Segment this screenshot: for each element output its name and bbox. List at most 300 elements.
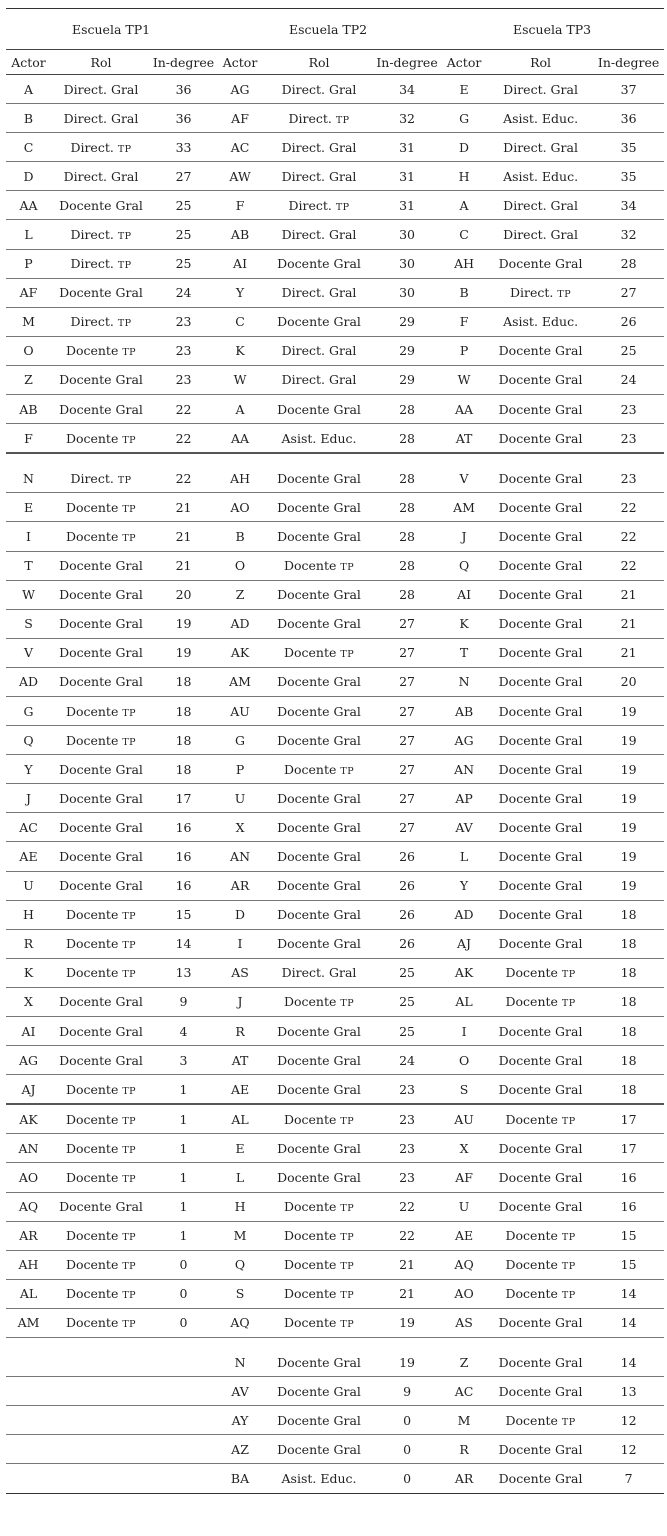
role-text: Docente Gral — [498, 1170, 583, 1186]
col-header-actor: Actor — [6, 50, 51, 75]
role-text: Docente — [65, 528, 123, 544]
role-text: Docente — [65, 1081, 123, 1097]
col-header-in-degree: In-degree — [374, 50, 440, 75]
in-degree-cell: 34 — [374, 75, 440, 104]
column-header-row — [6, 50, 664, 75]
actor-cell: R — [6, 929, 51, 958]
role-cell — [264, 1221, 374, 1250]
role-cell — [264, 551, 374, 580]
actor-cell: AF — [216, 104, 264, 133]
actor-cell: G — [216, 726, 264, 755]
actor-cell: H — [216, 1192, 264, 1221]
table-row — [6, 958, 664, 987]
role-cell — [264, 755, 374, 784]
role-text: Docente Gral — [498, 1052, 583, 1068]
role-text: Direct. Gral — [503, 139, 578, 155]
actor-cell: V — [6, 638, 51, 667]
in-degree-cell: 22 — [593, 493, 664, 522]
actor-cell: AK — [6, 1104, 51, 1134]
in-degree-cell: 19 — [593, 784, 664, 813]
in-degree-cell: 19 — [593, 813, 664, 842]
actor-cell — [6, 1464, 51, 1493]
role-text: Docente Gral — [498, 1470, 583, 1486]
role-cell — [264, 1017, 374, 1046]
table-row — [6, 1338, 664, 1377]
role-cell — [51, 493, 151, 522]
role-tp-suffix: TP — [117, 260, 132, 272]
actor-cell — [6, 1406, 51, 1435]
actor-cell: AB — [6, 395, 51, 424]
actor-cell: M — [216, 1221, 264, 1250]
in-degree-cell: 28 — [374, 424, 440, 454]
role-cell — [488, 900, 593, 929]
actor-cell: K — [6, 958, 51, 987]
in-degree-cell: 19 — [151, 609, 216, 638]
in-degree-cell: 22 — [374, 1192, 440, 1221]
actor-cell: AN — [216, 842, 264, 871]
role-text: Asist. Educ. — [281, 1470, 357, 1486]
in-degree-cell: 15 — [593, 1221, 664, 1250]
actor-cell: AQ — [440, 1250, 488, 1279]
in-degree-cell: 0 — [151, 1308, 216, 1337]
actor-cell: W — [216, 365, 264, 394]
in-degree-cell: 17 — [593, 1134, 664, 1163]
table-row — [6, 551, 664, 580]
in-degree-cell — [151, 1406, 216, 1435]
role-text: Direct. Gral — [63, 110, 139, 126]
actor-cell: B — [216, 522, 264, 551]
in-degree-cell: 14 — [593, 1338, 664, 1377]
in-degree-cell: 9 — [374, 1377, 440, 1406]
role-cell — [51, 278, 151, 307]
role-text: Docente — [283, 645, 341, 661]
role-text: Docente — [65, 499, 123, 515]
role-cell — [51, 395, 151, 424]
role-text: Docente Gral — [59, 1052, 143, 1068]
role-cell — [264, 1104, 374, 1134]
role-text: Docente — [283, 1199, 341, 1215]
role-cell — [488, 784, 593, 813]
school-header-tp3: Escuela TP3 — [440, 9, 664, 50]
table-row — [6, 365, 664, 394]
actor-cell: AL — [440, 987, 488, 1016]
role-cell — [51, 1192, 151, 1221]
table-row — [6, 871, 664, 900]
col-header-rol: Rol — [488, 50, 593, 75]
role-text: Docente Gral — [498, 790, 583, 806]
role-cell — [51, 551, 151, 580]
in-degree-cell: 26 — [593, 307, 664, 336]
in-degree-cell: 19 — [593, 871, 664, 900]
actor-cell: AO — [6, 1163, 51, 1192]
role-cell — [264, 958, 374, 987]
actor-cell: AD — [216, 609, 264, 638]
table-row — [6, 609, 664, 638]
in-degree-cell: 27 — [374, 813, 440, 842]
table-row — [6, 900, 664, 929]
role-cell — [264, 522, 374, 551]
role-text: Docente Gral — [277, 1140, 361, 1156]
actor-cell: A — [216, 395, 264, 424]
in-degree-cell: 28 — [374, 551, 440, 580]
role-cell — [488, 104, 593, 133]
actor-cell: AD — [440, 900, 488, 929]
in-degree-cell: 27 — [151, 162, 216, 191]
role-cell — [488, 1338, 593, 1377]
in-degree-cell: 1 — [151, 1163, 216, 1192]
role-text: Docente — [65, 703, 123, 719]
in-degree-cell: 19 — [374, 1308, 440, 1337]
role-text: Direct. Gral — [281, 372, 357, 388]
in-degree-cell: 18 — [593, 900, 664, 929]
in-degree-cell: 12 — [593, 1406, 664, 1435]
role-text: Docente Gral — [277, 1170, 361, 1186]
in-degree-cell: 27 — [374, 667, 440, 696]
role-text: Asist. Educ. — [503, 314, 579, 330]
actor-cell: X — [216, 813, 264, 842]
actor-cell: Y — [440, 871, 488, 900]
role-text: Asist. Educ. — [503, 168, 579, 184]
table-row — [6, 162, 664, 191]
in-degree-cell — [151, 1435, 216, 1464]
in-degree-cell: 26 — [374, 842, 440, 871]
role-cell — [51, 871, 151, 900]
table-row — [6, 1221, 664, 1250]
actor-cell: H — [440, 162, 488, 191]
actor-cell: C — [440, 220, 488, 249]
in-degree-cell: 24 — [151, 278, 216, 307]
role-text: Docente Gral — [498, 430, 583, 446]
role-cell — [488, 813, 593, 842]
role-text: Docente — [505, 1111, 562, 1127]
actor-cell: AC — [440, 1377, 488, 1406]
role-text: Docente Gral — [277, 936, 361, 952]
in-degree-cell: 19 — [151, 638, 216, 667]
in-degree-cell: 3 — [151, 1046, 216, 1075]
in-degree-cell: 31 — [374, 162, 440, 191]
role-cell — [264, 75, 374, 104]
actor-cell: AF — [440, 1163, 488, 1192]
role-cell — [51, 453, 151, 493]
actor-cell: AH — [216, 453, 264, 493]
role-text: Docente Gral — [277, 1081, 361, 1097]
role-text: Docente Gral — [498, 587, 583, 603]
role-text: Docente Gral — [498, 936, 583, 952]
role-cell — [488, 696, 593, 725]
role-tp-suffix: TP — [340, 1319, 355, 1331]
in-degree-cell: 1 — [151, 1104, 216, 1134]
role-text: Direct. Gral — [281, 139, 357, 155]
actor-cell: Q — [440, 551, 488, 580]
role-cell — [488, 522, 593, 551]
actor-cell: L — [6, 220, 51, 249]
role-tp-suffix: TP — [557, 289, 572, 301]
actor-cell: A — [6, 75, 51, 104]
role-cell — [51, 696, 151, 725]
in-degree-cell: 28 — [374, 580, 440, 609]
actor-cell: A — [440, 191, 488, 220]
actor-cell: K — [216, 336, 264, 365]
role-cell — [264, 453, 374, 493]
role-text: Docente Gral — [59, 197, 143, 213]
role-text: Docente — [65, 732, 123, 748]
role-text: Docente Gral — [498, 401, 583, 417]
role-text: Direct. Gral — [503, 197, 578, 213]
in-degree-cell: 20 — [593, 667, 664, 696]
in-degree-cell: 25 — [374, 1017, 440, 1046]
actor-cell: AQ — [216, 1308, 264, 1337]
role-cell — [51, 365, 151, 394]
actor-cell: AA — [440, 395, 488, 424]
role-text: Docente Gral — [277, 616, 361, 632]
actor-cell: D — [440, 133, 488, 162]
role-text: Docente Gral — [59, 285, 143, 301]
role-cell — [488, 395, 593, 424]
role-text: Docente Gral — [277, 674, 361, 690]
in-degree-cell: 29 — [374, 307, 440, 336]
actor-cell: F — [440, 307, 488, 336]
role-text: Docente Gral — [59, 1023, 143, 1039]
role-text: Docente — [505, 1286, 562, 1302]
role-text: Docente Gral — [277, 401, 361, 417]
role-text: Docente Gral — [277, 732, 361, 748]
role-cell — [264, 104, 374, 133]
role-text: Direct. Gral — [63, 81, 139, 97]
role-text: Direct. Gral — [63, 168, 139, 184]
actor-cell: B — [6, 104, 51, 133]
in-degree-cell — [151, 1377, 216, 1406]
role-cell — [264, 929, 374, 958]
actor-cell: AE — [216, 1075, 264, 1105]
role-cell — [488, 551, 593, 580]
role-tp-suffix: TP — [561, 1115, 576, 1127]
actor-cell: AU — [216, 696, 264, 725]
actor-cell: T — [6, 551, 51, 580]
role-text: Docente Gral — [59, 790, 143, 806]
actor-cell: AL — [216, 1104, 264, 1134]
role-tp-suffix: TP — [340, 1232, 355, 1244]
in-degree-table — [6, 8, 664, 1494]
role-text: Docente — [65, 1228, 123, 1244]
in-degree-cell: 22 — [151, 424, 216, 454]
actor-cell: X — [6, 987, 51, 1016]
role-cell — [51, 1163, 151, 1192]
actor-cell: J — [6, 784, 51, 813]
role-cell — [51, 638, 151, 667]
school-header-row — [6, 9, 664, 50]
in-degree-cell: 26 — [374, 929, 440, 958]
actor-cell: P — [6, 249, 51, 278]
actor-cell: I — [440, 1017, 488, 1046]
in-degree-cell: 27 — [374, 755, 440, 784]
table-row — [6, 1046, 664, 1075]
role-cell — [51, 1338, 151, 1377]
table-row — [6, 1250, 664, 1279]
role-text: Docente Gral — [498, 1315, 583, 1331]
role-text: Direct. — [70, 470, 118, 486]
actor-cell: E — [216, 1134, 264, 1163]
table-row — [6, 220, 664, 249]
actor-cell: AS — [440, 1308, 488, 1337]
role-text: Docente Gral — [498, 703, 583, 719]
table-row — [6, 1279, 664, 1308]
role-text: Docente Gral — [498, 645, 583, 661]
role-cell — [264, 336, 374, 365]
table-row — [6, 493, 664, 522]
in-degree-cell: 32 — [374, 104, 440, 133]
in-degree-cell — [151, 1338, 216, 1377]
in-degree-cell: 27 — [374, 638, 440, 667]
role-cell — [264, 1250, 374, 1279]
role-tp-suffix: TP — [117, 318, 132, 330]
actor-cell: X — [440, 1134, 488, 1163]
role-text: Docente — [65, 1140, 123, 1156]
role-cell — [488, 365, 593, 394]
role-tp-suffix: TP — [340, 765, 355, 777]
actor-cell: AR — [6, 1221, 51, 1250]
table-row — [6, 1017, 664, 1046]
role-tp-suffix: TP — [122, 969, 137, 981]
col-header-rol: Rol — [264, 50, 374, 75]
table-row — [6, 929, 664, 958]
actor-cell: Q — [216, 1250, 264, 1279]
in-degree-cell: 22 — [593, 551, 664, 580]
in-degree-cell: 22 — [151, 453, 216, 493]
in-degree-table-container — [6, 8, 664, 1494]
role-text: Docente Gral — [277, 1383, 361, 1399]
actor-cell: K — [440, 609, 488, 638]
role-cell — [488, 1192, 593, 1221]
actor-cell: AW — [216, 162, 264, 191]
in-degree-cell: 1 — [151, 1134, 216, 1163]
in-degree-cell: 28 — [374, 522, 440, 551]
actor-cell: M — [440, 1406, 488, 1435]
role-cell — [488, 307, 593, 336]
role-tp-suffix: TP — [122, 736, 137, 748]
role-text: Docente Gral — [277, 1354, 361, 1370]
role-text: Docente Gral — [498, 878, 583, 894]
role-cell — [51, 1279, 151, 1308]
role-cell — [264, 220, 374, 249]
in-degree-cell: 23 — [151, 336, 216, 365]
actor-cell: O — [440, 1046, 488, 1075]
table-row — [6, 249, 664, 278]
role-cell — [264, 395, 374, 424]
in-degree-cell: 23 — [593, 424, 664, 454]
actor-cell: AB — [216, 220, 264, 249]
role-cell — [51, 249, 151, 278]
actor-cell: AH — [6, 1250, 51, 1279]
role-tp-suffix: TP — [122, 940, 137, 952]
role-cell — [264, 1163, 374, 1192]
actor-cell: AA — [6, 191, 51, 220]
role-text: Docente Gral — [277, 878, 361, 894]
actor-cell: S — [440, 1075, 488, 1105]
actor-cell: AR — [440, 1464, 488, 1493]
actor-cell: V — [440, 453, 488, 493]
actor-cell: AO — [440, 1279, 488, 1308]
role-cell — [51, 104, 151, 133]
role-tp-suffix: TP — [561, 998, 576, 1010]
actor-cell: AS — [216, 958, 264, 987]
role-text: Docente Gral — [277, 499, 361, 515]
role-cell — [264, 307, 374, 336]
role-cell — [51, 842, 151, 871]
in-degree-cell: 24 — [593, 365, 664, 394]
role-tp-suffix: TP — [117, 474, 132, 486]
table-row — [6, 1104, 664, 1134]
table-row — [6, 667, 664, 696]
actor-cell: R — [216, 1017, 264, 1046]
role-tp-suffix: TP — [561, 1232, 576, 1244]
role-cell — [51, 75, 151, 104]
actor-cell: E — [440, 75, 488, 104]
col-header-rol: Rol — [51, 50, 151, 75]
role-text: Docente — [283, 1257, 341, 1273]
role-text: Docente — [283, 558, 341, 574]
role-cell — [488, 493, 593, 522]
actor-cell: AZ — [216, 1435, 264, 1464]
role-cell — [264, 638, 374, 667]
in-degree-cell: 36 — [593, 104, 664, 133]
role-cell — [264, 424, 374, 454]
role-cell — [51, 307, 151, 336]
actor-cell: J — [440, 522, 488, 551]
role-tp-suffix: TP — [340, 1261, 355, 1273]
role-cell — [488, 609, 593, 638]
role-text: Docente Gral — [498, 616, 583, 632]
actor-cell: AM — [440, 493, 488, 522]
actor-cell: O — [6, 336, 51, 365]
in-degree-cell: 16 — [593, 1192, 664, 1221]
role-text: Docente Gral — [498, 470, 583, 486]
in-degree-cell: 23 — [374, 1134, 440, 1163]
role-cell — [264, 1279, 374, 1308]
in-degree-cell: 15 — [593, 1250, 664, 1279]
actor-cell: B — [440, 278, 488, 307]
role-cell — [264, 1075, 374, 1105]
in-degree-cell: 23 — [374, 1075, 440, 1105]
col-header-actor: Actor — [216, 50, 264, 75]
role-text: Docente — [65, 1257, 123, 1273]
in-degree-cell: 18 — [593, 929, 664, 958]
role-text: Direct. Gral — [503, 81, 578, 97]
in-degree-cell: 26 — [374, 900, 440, 929]
in-degree-cell: 16 — [151, 871, 216, 900]
in-degree-cell: 25 — [151, 220, 216, 249]
table-row — [6, 784, 664, 813]
role-cell — [264, 609, 374, 638]
actor-cell: AE — [440, 1221, 488, 1250]
role-tp-suffix: TP — [340, 562, 355, 574]
actor-cell: BA — [216, 1464, 264, 1493]
role-cell — [264, 365, 374, 394]
role-text: Direct. Gral — [281, 227, 357, 243]
role-cell — [264, 1406, 374, 1435]
in-degree-cell: 18 — [593, 958, 664, 987]
in-degree-cell: 35 — [593, 162, 664, 191]
role-cell — [264, 784, 374, 813]
role-text: Docente Gral — [277, 256, 361, 272]
in-degree-cell: 25 — [593, 336, 664, 365]
role-tp-suffix: TP — [122, 1261, 137, 1273]
role-cell — [488, 1435, 593, 1464]
role-cell — [51, 1221, 151, 1250]
role-cell — [488, 424, 593, 454]
role-cell — [51, 987, 151, 1016]
role-cell — [488, 1163, 593, 1192]
role-tp-suffix: TP — [340, 1290, 355, 1302]
